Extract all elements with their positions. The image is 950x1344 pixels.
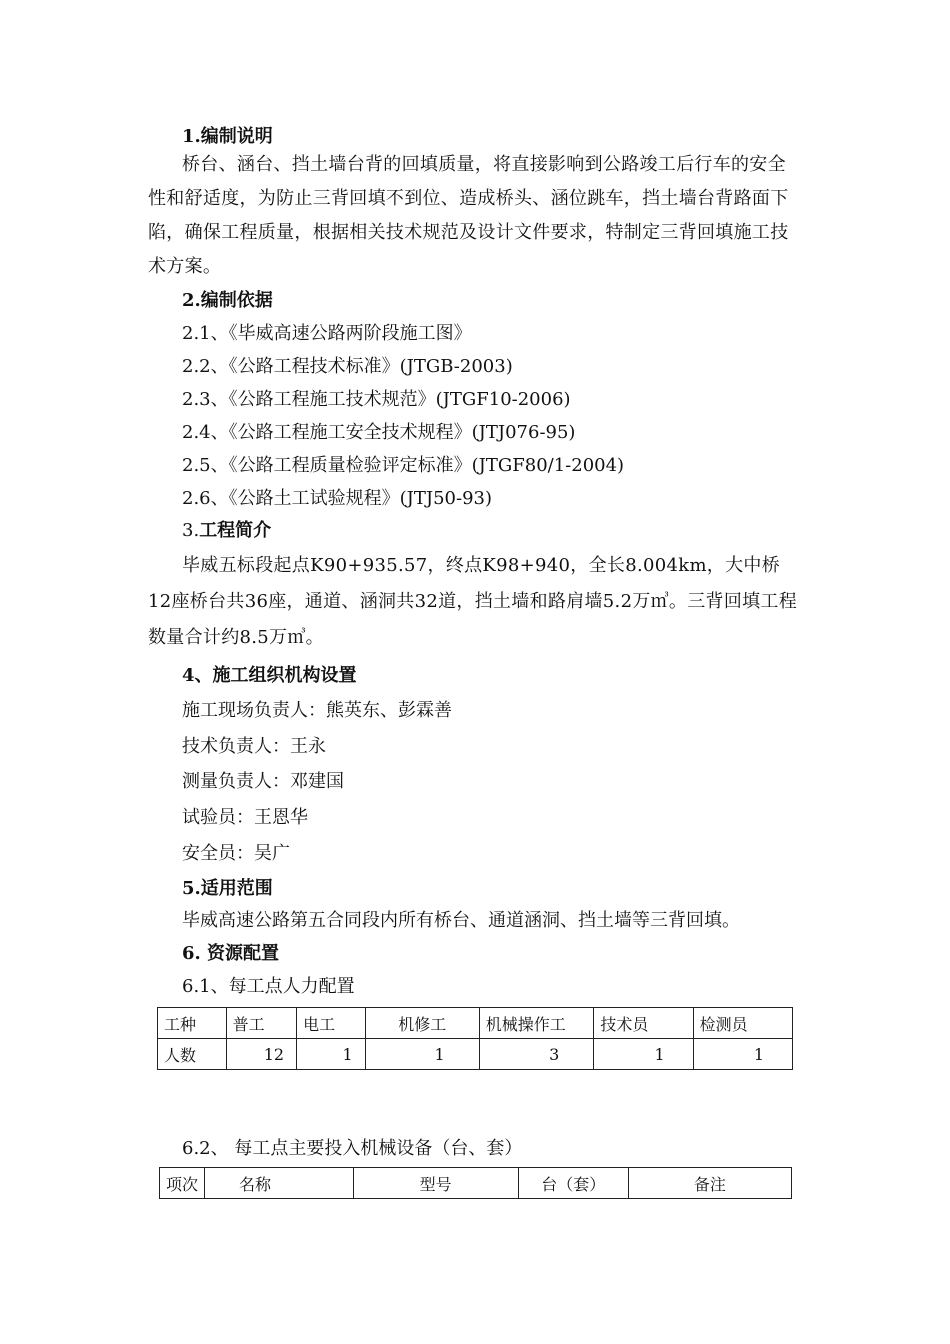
section-3-heading bbox=[182, 520, 271, 542]
reference-item: 2.3、《公路工程施工技术规范》(JTGF10-2006) bbox=[182, 389, 571, 410]
table-cell: 台（套） bbox=[518, 1168, 628, 1199]
table-cell: 型号 bbox=[353, 1168, 518, 1199]
section-1-paragraph: 桥台、涵台、挡土墙台背的回填质量，将直接影响到公路竣工后行车的安全性和舒适度，为防止三背回填不到位、造成桥头、涵位跳车，挡土墙台背路面下陷，确保工程质量，根据相关技术规范及设计文件要求，特制定三背回填施工技术方案。 bbox=[148, 154, 789, 277]
section-3-number: 3. bbox=[182, 520, 200, 541]
section-3-title: 工程简介 bbox=[199, 520, 272, 541]
equipment-table bbox=[159, 1167, 792, 1199]
table-header-row bbox=[160, 1168, 792, 1199]
table-cell: 人数 bbox=[158, 1039, 227, 1070]
section-6-heading: 6. 资源配置 bbox=[182, 943, 280, 964]
section-1-heading: 1.编制说明 bbox=[182, 126, 273, 147]
table-cell: 电工 bbox=[297, 1008, 366, 1039]
table-row bbox=[158, 1039, 793, 1070]
labor-table bbox=[157, 1007, 793, 1070]
table-cell: 普工 bbox=[226, 1008, 297, 1039]
table-cell: 1 bbox=[297, 1039, 366, 1070]
section-6-2-subheading: 6.2、 每工点主要投入机械设备（台、套） bbox=[182, 1138, 523, 1159]
section-5-heading: 5.适用范围 bbox=[182, 878, 273, 899]
table-cell: 1 bbox=[365, 1039, 479, 1070]
staff-item: 施工现场负责人：熊英东、彭霖善 bbox=[182, 700, 452, 721]
table-cell: 项次 bbox=[160, 1168, 205, 1199]
table-cell: 1 bbox=[693, 1039, 792, 1070]
table-cell: 名称 bbox=[205, 1168, 354, 1199]
table-cell: 1 bbox=[594, 1039, 693, 1070]
section-4-heading: 4、施工组织机构设置 bbox=[182, 665, 357, 686]
table-cell: 备注 bbox=[628, 1168, 791, 1199]
staff-item: 安全员：吴广 bbox=[182, 843, 290, 864]
staff-item: 技术负责人：王永 bbox=[182, 736, 326, 757]
reference-item: 2.4、《公路工程施工安全技术规程》(JTJ076-95) bbox=[182, 422, 576, 443]
table-cell: 3 bbox=[479, 1039, 594, 1070]
reference-item: 2.6、《公路土工试验规程》(JTJ50-93) bbox=[182, 488, 492, 509]
reference-item: 2.1、《毕威高速公路两阶段施工图》 bbox=[182, 323, 472, 344]
reference-item: 2.5、《公路工程质量检验评定标准》(JTGF80/1-2004) bbox=[182, 455, 625, 476]
section-6-1-subheading: 6.1、每工点人力配置 bbox=[182, 976, 355, 997]
table-cell: 检测员 bbox=[693, 1008, 792, 1039]
section-3-paragraph: 毕威五标段起点K90+935.57，终点K98+940，全长8.004km，大中桥12座桥台共36座，通道、涵洞共32道，挡土墙和路肩墙5.2万㎥。三背回填工程数量合计约8.5万㎥。 bbox=[148, 555, 798, 648]
table-header-row bbox=[158, 1008, 793, 1039]
table-cell: 12 bbox=[226, 1039, 297, 1070]
staff-item: 试验员：王恩华 bbox=[182, 807, 308, 828]
table-cell: 技术员 bbox=[594, 1008, 693, 1039]
section-2-heading: 2.编制依据 bbox=[182, 290, 273, 311]
reference-item: 2.2、《公路工程技术标准》(JTGB-2003) bbox=[182, 356, 513, 377]
staff-item: 测量负责人：邓建国 bbox=[182, 771, 344, 792]
table-cell: 机械操作工 bbox=[479, 1008, 594, 1039]
table-cell: 机修工 bbox=[365, 1008, 479, 1039]
table-cell: 工种 bbox=[158, 1008, 227, 1039]
section-5-paragraph: 毕威高速公路第五合同段内所有桥台、通道涵洞、挡土墙等三背回填。 bbox=[182, 910, 740, 931]
